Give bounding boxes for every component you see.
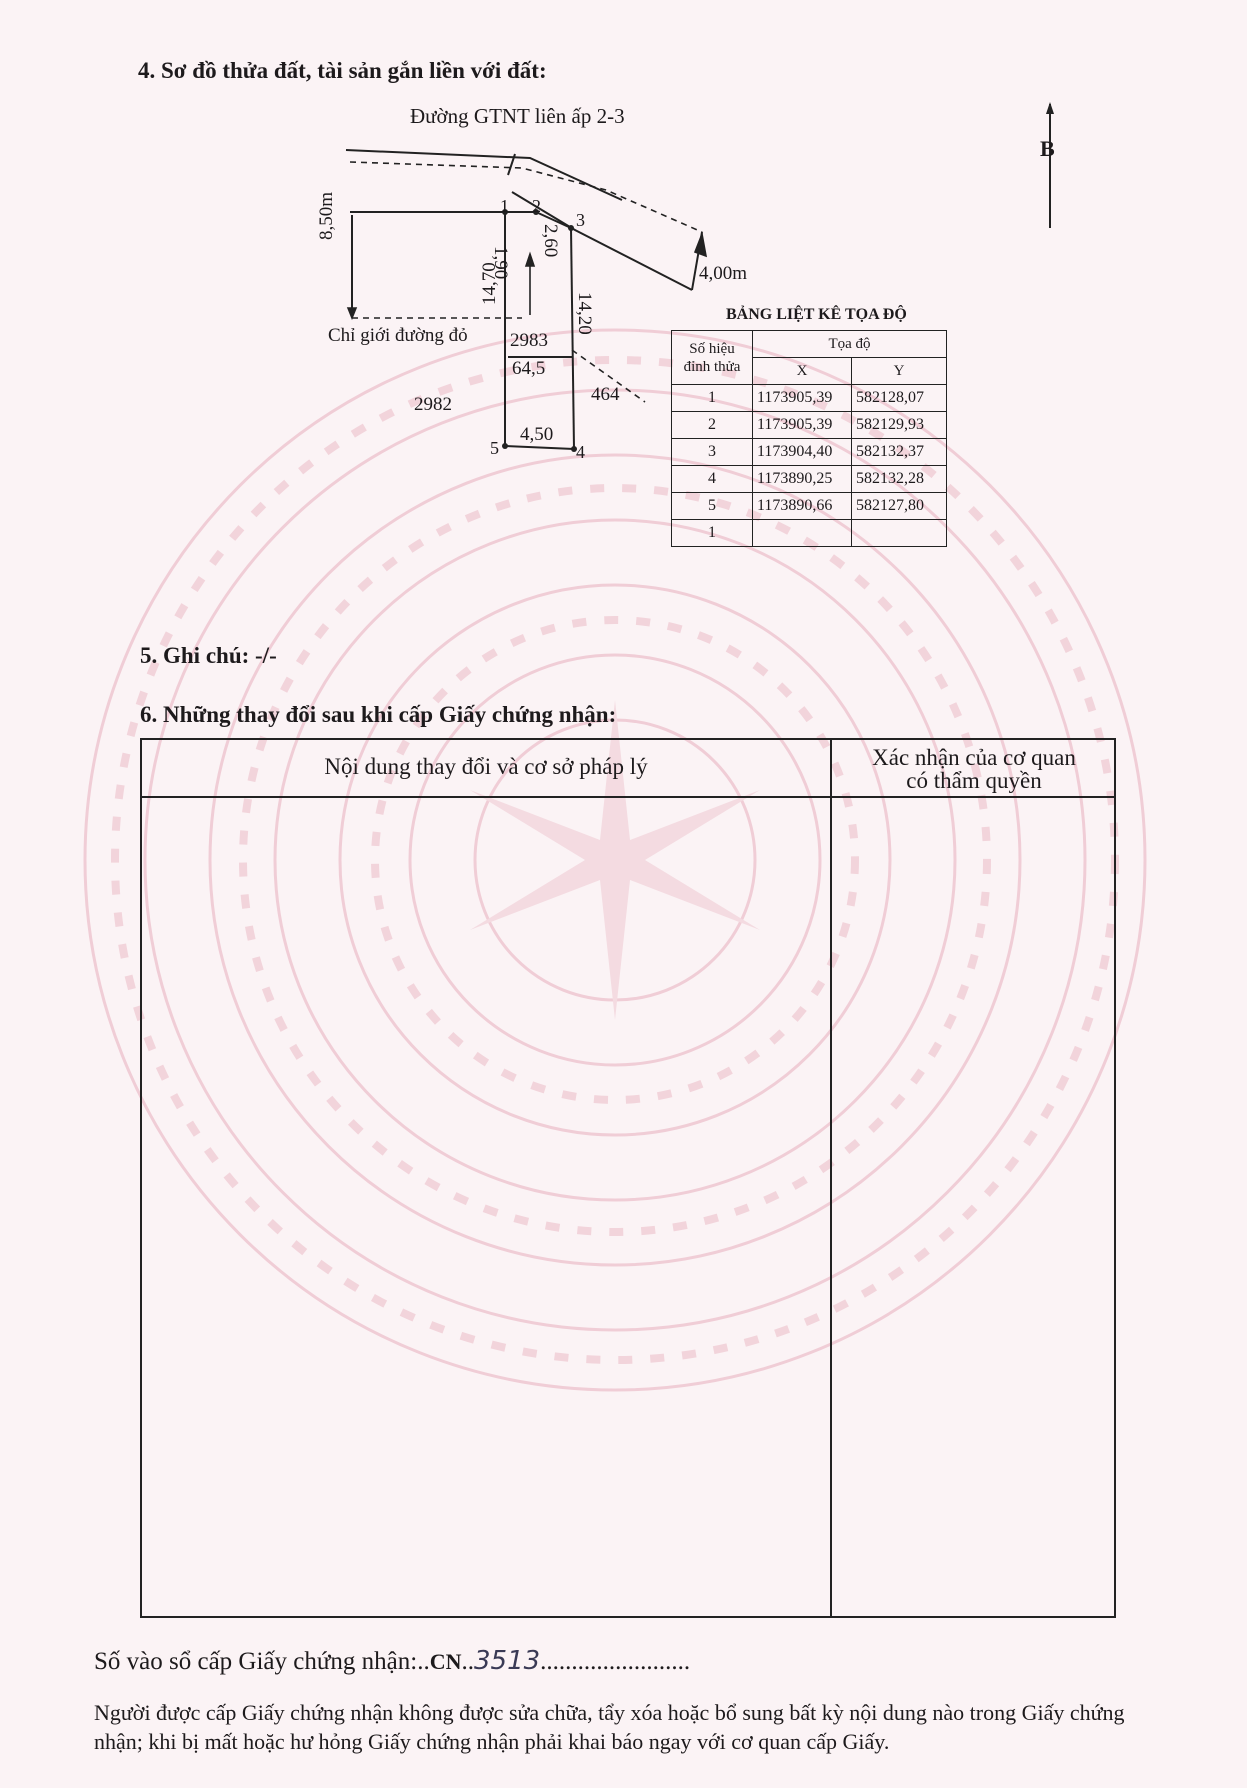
cell-num: 5 — [672, 493, 753, 520]
parcel-area: 64,5 — [512, 358, 546, 379]
vertex-4: 4 — [576, 442, 585, 462]
parcel-sketch — [300, 120, 720, 460]
section-4-heading: 4. Sơ đồ thửa đất, tài sản gắn liền với đất: — [138, 58, 547, 83]
cell-y: 582129,93 — [852, 412, 947, 439]
registration-dots-1: .. — [417, 1648, 430, 1675]
col-authority-confirmation — [832, 746, 1116, 792]
neighbor-right-parcel: 464 — [591, 384, 620, 405]
coord-table-title: BẢNG LIỆT KÊ TỌA ĐỘ — [726, 306, 907, 323]
dim-seg-2-3: 2,60 — [540, 224, 561, 258]
cell-y — [852, 520, 947, 547]
cell-num: 2 — [672, 412, 753, 439]
changes-table-divider — [830, 740, 832, 1616]
dim-bottom-5-4: 4,50 — [520, 424, 554, 445]
coord-col-vertex: Số hiệu đỉnh thửa — [672, 331, 753, 385]
red-boundary-top — [350, 162, 702, 232]
registration-line — [94, 1646, 690, 1676]
dim-seg-1-2: 1,90 — [490, 246, 511, 280]
cell-num: 3 — [672, 439, 753, 466]
registration-dots-2: .. — [461, 1648, 474, 1675]
cell-y: 582132,37 — [852, 439, 947, 466]
road-label: Đường GTNT liên ấp 2-3 — [410, 104, 625, 128]
coord-col-x: X — [753, 358, 852, 385]
footnote-warning: Người được cấp Giấy chứng nhận không được sửa chữa, tẩy xóa hoặc bổ sung bất kỳ nội dung nào trong Giấy chứng nhận; khi bị mất hoặc hư hỏng Giấy chứng nhận phải khai báo ngay với cơ quan cấp Giấy. — [94, 1700, 1125, 1754]
cell-y: 582128,07 — [852, 385, 947, 412]
cell-x: 1173905,39 — [753, 385, 852, 412]
table-row — [672, 385, 947, 412]
cell-x: 1173890,25 — [753, 466, 852, 493]
cell-x: 1173890,66 — [753, 493, 852, 520]
col-change-content: Nội dung thay đổi và cơ sở pháp lý — [324, 754, 648, 779]
dim-road-width: 4,00m — [699, 263, 748, 284]
north-arrow-icon — [1044, 100, 1074, 230]
cell-y: 582127,80 — [852, 493, 947, 520]
parcel-number: 2983 — [510, 330, 548, 351]
cell-x: 1173905,39 — [753, 412, 852, 439]
dim-side-3-4: 14,20 — [574, 292, 595, 335]
table-row — [672, 520, 947, 547]
dim-side-1-5: 14,70 — [479, 262, 500, 305]
section-6-heading: 6. Những thay đổi sau khi cấp Giấy chứng nhận: — [140, 702, 617, 727]
registration-number-handwritten: 3513 — [474, 1646, 541, 1676]
dim-width-left: 8,50m — [316, 191, 337, 240]
table-row — [672, 412, 947, 439]
vertex-5: 5 — [490, 438, 499, 458]
cell-x: 1173904,40 — [753, 439, 852, 466]
cell-num: 1 — [672, 520, 753, 547]
registration-prefix: CN — [429, 1649, 462, 1674]
coord-col-y: Y — [852, 358, 947, 385]
col-authority-line2: có thẩm quyền — [906, 768, 1042, 793]
cell-x — [753, 520, 852, 547]
vertex-1: 1 — [500, 196, 509, 216]
parcel-line-3-4 — [571, 228, 574, 449]
registration-label: Số vào sổ cấp Giấy chứng nhận: — [94, 1648, 418, 1675]
coord-col-coord: Tọa độ — [753, 331, 947, 358]
col-authority-line1: Xác nhận của cơ quan — [872, 745, 1076, 770]
vertex-3: 3 — [576, 210, 585, 230]
north-label: B — [1040, 136, 1055, 161]
vertex-2: 2 — [532, 196, 541, 216]
neighbor-left-parcel: 2982 — [414, 394, 452, 415]
red-boundary-label: Chỉ giới đường đỏ — [328, 325, 468, 346]
table-row — [672, 466, 947, 493]
table-row — [672, 493, 947, 520]
section-5-heading: 5. Ghi chú: -/- — [140, 643, 277, 668]
cell-num: 4 — [672, 466, 753, 493]
coordinate-table — [671, 330, 947, 547]
parcel-line-5-4 — [505, 446, 574, 449]
table-row — [672, 439, 947, 466]
changes-table — [140, 738, 1116, 1618]
cell-y: 582132,28 — [852, 466, 947, 493]
road-line-top — [346, 150, 622, 200]
cell-num: 1 — [672, 385, 753, 412]
registration-dots-3: ........................ — [540, 1648, 691, 1675]
